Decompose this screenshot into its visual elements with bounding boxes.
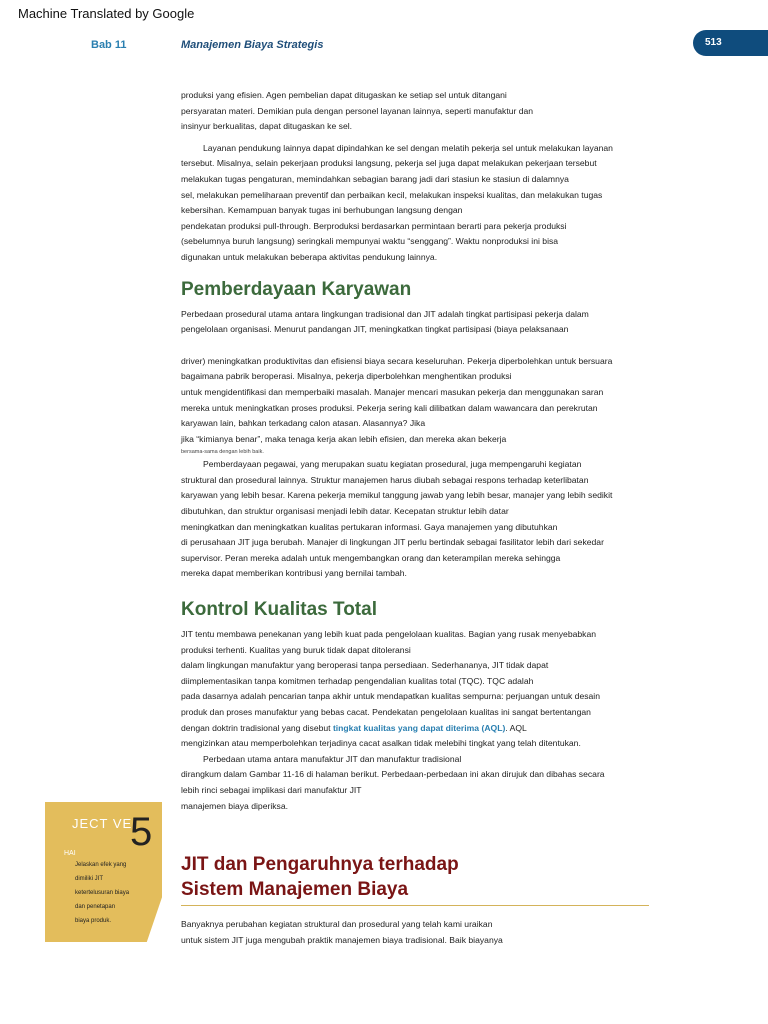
heading-underline xyxy=(181,905,649,906)
body-line: digunakan untuk melakukan beberapa aktivitas pendukung lainnya. xyxy=(181,251,438,262)
section-heading-empowerment: Pemberdayaan Karyawan xyxy=(181,278,412,300)
heading-line: Sistem Manajemen Biaya xyxy=(181,879,409,900)
body-line: jika “kimianya benar”, maka tenaga kerja akan lebih efisien, dan mereka akan bekerja xyxy=(181,433,507,444)
body-line: manajemen biaya diperiksa. xyxy=(181,800,289,811)
body-line: produk dan proses manufaktur yang bebas cacat. Pendekatan pengelolaan kualitas ini sangat bertentangan xyxy=(181,707,591,717)
body-line: driver) meningkatkan produktivitas dan efisiensi biaya secara keseluruhan. Pekerja diperbolehkan untuk bersuara xyxy=(181,355,613,366)
body-line: persyaratan materi. Demikian pula dengan personel layanan lainnya, seperti manufaktur dan xyxy=(181,105,534,116)
objective-text-line: ketertelusuran biaya xyxy=(75,890,130,896)
closing-paragraph xyxy=(181,917,641,948)
body-line: untuk sistem JIT juga mengubah praktik manajemen biaya tradisional. Baik biayanya xyxy=(181,934,503,945)
chapter-label: Bab 11 xyxy=(91,39,127,51)
body-line: dalam lingkungan manufaktur yang beroperasi tanpa persediaan. Sederhananya, JIT tidak dapat xyxy=(181,660,549,671)
body-line: lebih rinci sebagai implikasi dari manufaktur JIT xyxy=(181,784,362,795)
page-number: 513 xyxy=(705,37,722,48)
body-line: JIT tentu membawa penekanan yang lebih kuat pada pengelolaan kualitas. Bagian yang rusak menyebabkan xyxy=(181,629,597,640)
body-line: meningkatkan dan meningkatkan kualitas pertukaran informasi. Gaya manajemen yang dibutuhkan xyxy=(181,521,558,532)
body-line: produksi terhenti. Kualitas yang buruk tidak dapat ditoleransi xyxy=(181,644,411,655)
machine-translation-banner: Machine Translated by Google xyxy=(18,6,195,21)
objective-number: 5 xyxy=(130,810,153,854)
objective-text-line: biaya produk. xyxy=(75,918,112,924)
running-title: Manajemen Biaya Strategis xyxy=(181,39,324,51)
body-line: diimplementasikan tanpa komitmen terhadap pengendalian kualitas total (TQC). TQC adalah xyxy=(181,675,534,686)
objective-label: JECT VE xyxy=(72,816,133,831)
body-line: Banyaknya perubahan kegiatan struktural dan prosedural yang telah kami uraikan xyxy=(181,919,493,929)
aql-term-link[interactable]: tingkat kualitas yang dapat diterima (AQL) xyxy=(332,722,506,733)
body-line: Layanan pendukung lainnya dapat dipindahkan ke sel dengan melatih pekerja sel untuk melakukan layanan xyxy=(203,142,613,153)
objective-text-line: dimiliki JIT xyxy=(75,876,103,882)
body-line: kebersihan. Kemampuan banyak tugas ini berhubungan langsung dengan xyxy=(181,205,463,216)
body-line: Perbedaan prosedural utama antara lingkungan tradisional dan JIT adalah tingkat partisipasi pekerja dalam xyxy=(181,308,589,319)
link-prefix: dengan doktrin tradisional yang disebut xyxy=(181,722,333,733)
section-heading-tqc: Kontrol Kualitas Total xyxy=(181,599,377,621)
body-line: sel, melakukan pemeliharaan preventif dan perbaikan kecil, melakukan inspeksi kualitas, dan melakukan tugas xyxy=(181,189,603,200)
body-line: struktural dan prosedural lainnya. Struktur manajemen harus diubah sebagai respons terhadap keterlibatan xyxy=(181,474,589,485)
objective-sub-label: HAI xyxy=(64,850,76,857)
body-line: dibutuhkan, dan struktur organisasi menjadi lebih datar. Kecepatan struktur lebih datar xyxy=(181,506,509,517)
body-line: pendekatan produksi pull-through. Berproduksi berdasarkan permintaan berarti para pekerja produksi xyxy=(181,220,567,231)
body-line: karyawan yang lebih besar. Karena pekerja memikul tanggung jawab yang lebih besar, manajer yang lebih sedikit xyxy=(181,490,613,501)
body-line: produksi yang efisien. Agen pembelian dapat ditugaskan ke setiap sel untuk ditangani xyxy=(181,90,507,100)
body-line: pengelolaan organisasi. Menurut pandangan JIT, meningkatkan tingkat partisipasi (biaya pelaksanaan xyxy=(181,324,569,335)
body-line: mengizinkan atau memperbolehkan terjadinya cacat asalkan tidak melebihi tingkat yang telah ditentukan. xyxy=(181,738,581,749)
body-line: melakukan tugas pengaturan, memindahkan sebagian barang jadi dari stasiun ke stasiun di dalamnya xyxy=(181,173,569,184)
body-line: mereka dapat memberikan kontribusi yang bernilai tambah. xyxy=(181,568,407,579)
body-line: bagaimana pabrik beroperasi. Misalnya, pekerja diperbolehkan menghentikan produksi xyxy=(181,371,512,382)
body-line: karyawan lain, bahkan terkadang calon atasan. Alasannya? Jika xyxy=(181,418,426,429)
body-line: pada dasarnya adalah pencarian tanpa akhir untuk mendapatkan kualitas sempurna: perjuangan untuk desain xyxy=(181,691,600,702)
body-line: dirangkum dalam Gambar 11-16 di halaman berikut. Perbedaan-perbedaan ini akan dirujuk dan dibahas secara xyxy=(181,769,605,780)
section-heading-jit-cost xyxy=(181,852,459,902)
main-content xyxy=(181,88,641,814)
body-line: untuk mengidentifikasi dan memperbaiki masalah. Manajer mencari masukan pekerja dan menggunakan saran xyxy=(181,386,604,397)
body-line: Perbedaan utama antara manufaktur JIT dan manufaktur tradisional xyxy=(203,753,462,764)
objective-text-line: Jelaskan efek yang xyxy=(75,862,127,868)
body-line: mereka untuk meningkatkan proses produksi. Pekerja sering kali dilibatkan dalam wawancara dan perekrutan xyxy=(181,402,598,413)
body-line: di perusahaan JIT juga berubah. Manajer di lingkungan JIT perlu bertindak sebagai fasilitator lebih dari sekedar xyxy=(181,537,604,548)
objective-text xyxy=(75,858,153,928)
body-line: insinyur berkualitas, dapat ditugaskan ke sel. xyxy=(181,121,353,132)
heading-line: JIT dan Pengaruhnya terhadap xyxy=(181,854,459,875)
body-line: supervisor. Peran mereka adalah untuk mengembangkan orang dan keterampilan mereka sehingga xyxy=(181,552,561,563)
body-line: Pemberdayaan pegawai, yang merupakan suatu kegiatan prosedural, juga mempengaruhi kegiatan xyxy=(203,459,582,470)
objective-text-line: dan penetapan xyxy=(75,904,116,910)
small-text-line: bersama-sama dengan lebih baik. xyxy=(181,449,264,456)
body-line: (sebelumnya buruh langsung) seringkali mempunyai waktu “senggang”. Waktu nonproduksi ini bisa xyxy=(181,236,559,247)
link-suffix: . AQL xyxy=(505,722,527,733)
body-line-with-link xyxy=(181,721,641,737)
body-line: tersebut. Misalnya, selain pekerjaan produksi langsung, pekerja sel juga dapat melakukan pekerjaan tersebut xyxy=(181,158,597,169)
